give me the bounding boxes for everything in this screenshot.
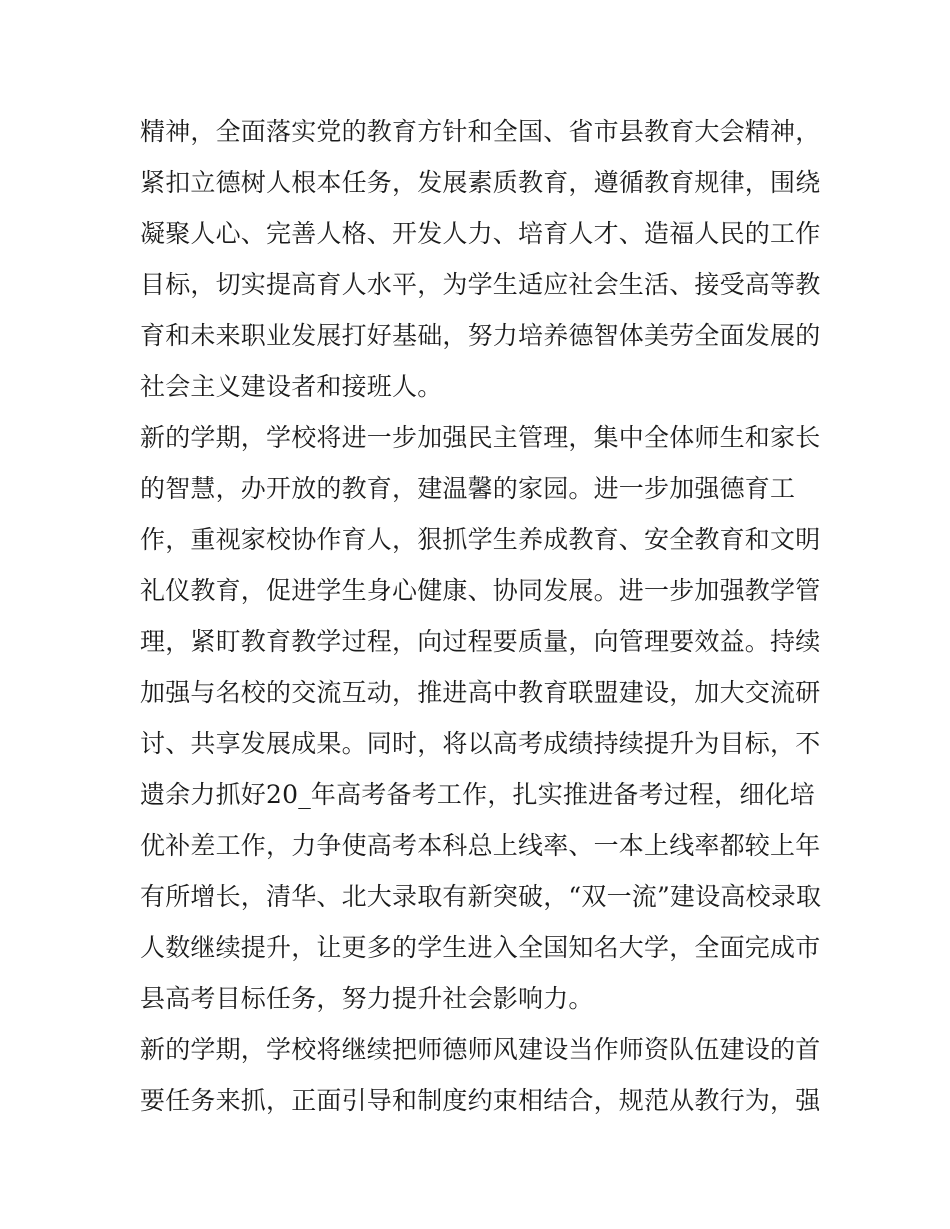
text-line: 加强与名校的交流互动，推进高中教育联盟建设，加大交流研	[140, 678, 821, 707]
text-line: 的智慧，办开放的教育，建温馨的家园。进一步加强德育工	[140, 474, 796, 503]
document-body	[140, 106, 820, 1126]
text-line: 社会主义建设者和接班人。	[140, 372, 443, 401]
paragraph-2	[140, 412, 820, 1024]
paragraph-1	[140, 106, 820, 412]
text-line: 遗余力抓好20_年高考备考工作，扎实推进备考过程，细化培	[140, 780, 815, 809]
text-line: 育和未来职业发展打好基础，努力培养德智体美劳全面发展的	[140, 321, 821, 350]
text-line: 作，重视家校协作育人，狠抓学生养成教育、安全教育和文明	[140, 525, 821, 554]
text-line: 紧扣立德树人根本任务，发展素质教育，遵循教育规律，围绕	[140, 168, 821, 197]
text-line: 县高考目标任务，努力提升社会影响力。	[140, 984, 594, 1013]
text-line: 凝聚人心、完善人格、开发人力、培育人才、造福人民的工作	[140, 219, 821, 248]
text-line: 礼仪教育，促进学生身心健康、协同发展。进一步加强教学管	[140, 576, 821, 605]
text-line: 有所增长，清华、北大录取有新突破，“双一流”建设高校录取	[140, 882, 822, 911]
text-line: 优补差工作，力争使高考本科总上线率、一本上线率都较上年	[140, 831, 821, 860]
paragraph-3	[140, 1024, 820, 1126]
text-line: 目标，切实提高育人水平，为学生适应社会生活、接受高等教	[140, 270, 821, 299]
text-line: 精神，全面落实党的教育方针和全国、省市县教育大会精神，	[140, 117, 821, 146]
text-line: 人数继续提升，让更多的学生进入全国知名大学，全面完成市	[140, 933, 821, 962]
text-line: 新的学期，学校将继续把师德师风建设当作师资队伍建设的首	[140, 1035, 821, 1064]
text-line: 理，紧盯教育教学过程，向过程要质量，向管理要效益。持续	[140, 627, 821, 656]
text-line: 要任务来抓，正面引导和制度约束相结合，规范从教行为，强	[140, 1086, 821, 1115]
text-line: 新的学期，学校将进一步加强民主管理，集中全体师生和家长	[140, 423, 821, 452]
text-line: 讨、共享发展成果。同时，将以高考成绩持续提升为目标，不	[140, 729, 821, 758]
